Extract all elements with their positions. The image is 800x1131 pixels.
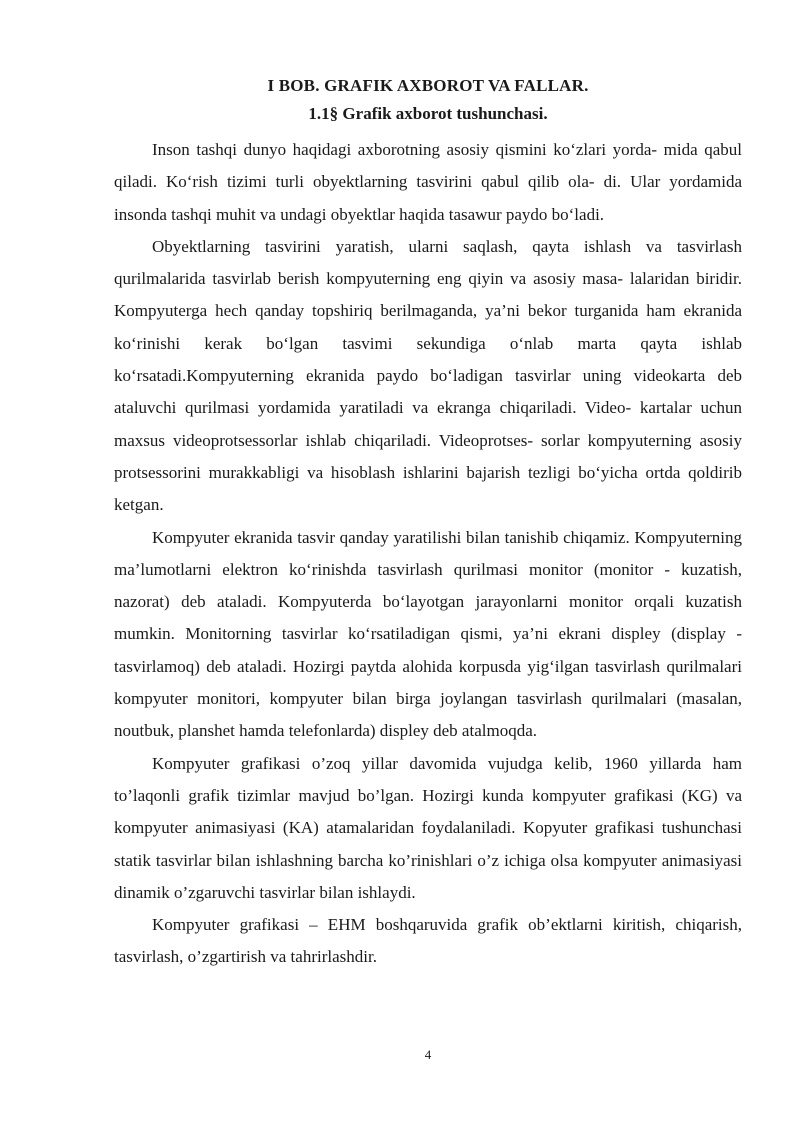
chapter-title: I BOB. GRAFIK AXBOROT VA FALLAR. bbox=[267, 76, 589, 95]
paragraph: Kompyuter ekranida tasvir qanday yaratilishi bilan tanishib chiqamiz. Kompyuterning ma’lumotlarni elektron ko‘rinishda tasvirlash qurilmasi monitor (monitor - kuzatish, nazorat) deb ataladi. Kompyuterda bo‘layotgan jarayonlarni monitor orqali kuzatish mumkin. Monitorning tasvirlar ko‘rsatiladigan qismi, ya’ni ekrani displey (display - tasvirlamoq) deb ataladi. Hozirgi paytda alohida korpusda yig‘ilgan tasvirlash qurilmalari kompyuter monitori, kompyuter bilan birga joylangan tasvirlash qurilmalari (masalan, noutbuk, planshet hamda telefonlarda) displey deb atalmoqda. bbox=[114, 527, 742, 741]
document-page bbox=[114, 0, 742, 1131]
paragraph: Kompyuter grafikasi – EHM boshqaruvida grafik ob’ektlarni kiritish, chiqarish, tasvirlash, o’zgartirish va tahrirlashdir. bbox=[114, 915, 742, 967]
paragraph: Inson tashqi dunyo haqidagi axborotning asosiy qismini ko‘zlari yorda- mida qabul qiladi. Ko‘rish tizimi turli obyektlarning tasvirini qabul qilib ola- di. Ular yordamida insonda tashqi muhit va undagi obyektlar haqida tasawur paydo bo‘ladi. bbox=[114, 140, 742, 224]
paragraph: Obyektlarning tasvirini yaratish, ularni saqlash, qayta ishlash va tasvirlash qurilmalarida tasvirlab berish kompyuterning eng qiyin va asosiy masa- lalaridan biridir. Kompyuterga hech qanday topshiriq berilmaganda, ya’ni bekor turganida ham ekranida ko‘rinishi kerak bo‘lgan tasvimi sekundiga o‘nlab marta qayta ishlab ko‘rsatadi.Kompyuterning ekranida paydo bo‘ladigan tasvirlar uning videokarta deb ataluvchi qurilmasi yordamida yaratiladi va ekranga chiqariladi. Video- kartalar uchun maxsus videoprotsessorlar ishlab chiqariladi. Videoprotses- sorlar kompyuterning asosiy protsessorini murakkabligi va hisoblash ishlarini bajarish tezligi bo‘yicha ortda qoldirib ketgan. bbox=[114, 236, 742, 515]
page-number: 4 bbox=[424, 1047, 432, 1062]
body-text bbox=[114, 134, 742, 974]
paragraph: Kompyuter grafikasi o’zoq yillar davomida vujudga kelib, 1960 yillarda ham to’laqonli grafik tizimlar mavjud bo’lgan. Hozirgi kunda kompyuter grafikasi (KG) va kompyuter animasiyasi (KA) atamalaridan foydalaniladi. Kopyuter grafikasi tushunchasi statik tasvirlar bilan ishlashning barcha ko’rinishlari o’z ichiga olsa kompyuter animasiyasi dinamik o’zgaruvchi tasvirlar bilan ishlaydi. bbox=[114, 753, 742, 902]
section-title: 1.1§ Grafik axborot tushunchasi. bbox=[308, 104, 548, 123]
